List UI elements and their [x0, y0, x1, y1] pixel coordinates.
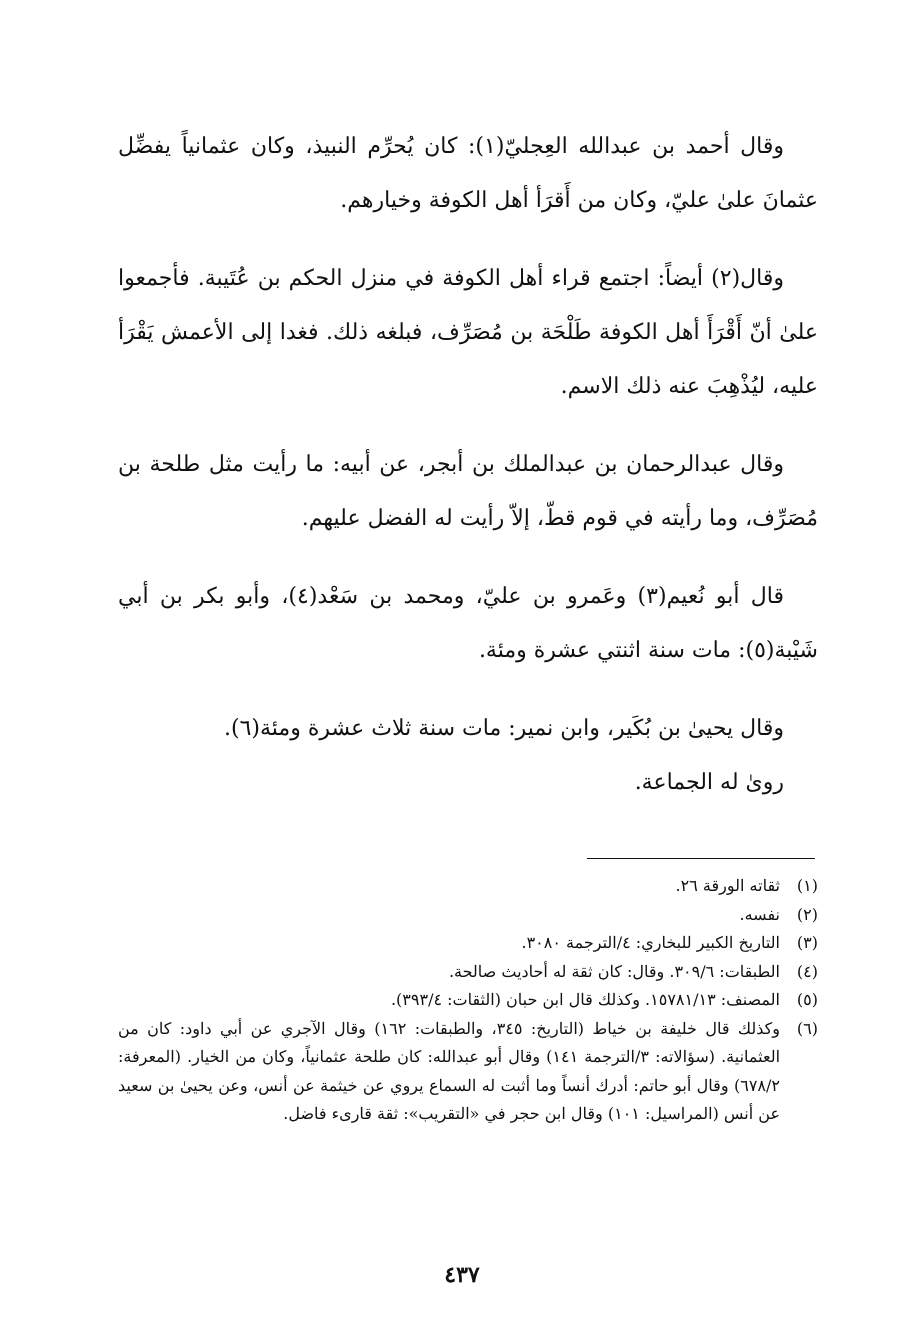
paragraph-abjar: وقال عبدالرحمان بن عبدالملك بن أبجر، عن أبيه: ما رأيت مثل طلحة بن مُصَرِّف، وما رأيته في قوم قطّ، إلاّ رأيت له الفضل عليهم.: [118, 452, 818, 531]
footnote-text: وكذلك قال خليفة بن خياط (التاريخ: ٣٤٥، والطبقات: ١٦٢) وقال الآجري عن أبي داود: كان من العثمانية. (سؤالاته: ٣/الترجمة ١٤١) وقال أبو عبدالله: كان طلحة عثمانياً، وكان من الخيار. (المعرفة: ٦٧٨/٢) وقال أبو حاتم: أدرك أنساً وما أثبت له السماع يروي عن خيثمة عن أنس، وعن يحيىٰ بن سعيد عن أنس (المراسيل: ١٠١) وقال ابن حجر في «التقريب»: ثقة قارىء فاضل.: [118, 1018, 781, 1123]
footnote-number: (٥): [796, 990, 818, 1009]
footnote-number: (٦): [796, 1018, 818, 1038]
main-text: [118, 120, 818, 834]
paragraph-ijli: وقال أحمد بن عبدالله العِجليّ(١): كان يُحرِّم النبيذ، وكان عثمانياً يفضِّل عثمانَ علىٰ عليّ، وكان من أَقرَأ أهل الكوفة وخيارهم.: [118, 134, 818, 213]
footnote-item: [118, 958, 818, 987]
paragraph-death-112: قال أبو نُعيم(٣) وعَمرو بن عليّ، ومحمد بن سَعْد(٤)، وأبو بكر بن أبي شَيْبة(٥): مات سنة اثنتي عشرة ومئة.: [118, 584, 818, 663]
footnote-text: ثقاته الورقة ٢٦.: [675, 876, 780, 895]
paragraph-death-113: وقال يحيىٰ بن بُكَير، وابن نمير: مات سنة ثلاث عشرة ومئة(٦).: [224, 716, 784, 741]
footnote-number: (٤): [796, 961, 818, 981]
footnote-item: [118, 872, 818, 901]
footnote-number: (١): [796, 876, 818, 895]
footnote-text: التاريخ الكبير للبخاري: ٤/الترجمة ٣٠٨٠.: [521, 933, 780, 952]
page-number: ٤٣٧: [444, 1262, 480, 1288]
footnote-item: [118, 1015, 818, 1129]
footnote-text: الطبقات: ٣٠٩/٦. وقال: كان ثقة له أحاديث صالحة.: [448, 961, 780, 981]
paragraph-kufa-readers: وقال(٢) أيضاً: اجتمع قراء أهل الكوفة في منزل الحكم بن عُتَيبة. فأجمعوا علىٰ أنّ أَقْرَأَ أهل الكوفة طَلْحَة بن مُصَرِّف، فبلغه ذلك. فغدا إلى الأعمش يَقْرَأ عليه، ليُذْهِبَ عنه ذلك الاسم.: [118, 266, 818, 399]
footnote-number: (٢): [796, 904, 818, 924]
footnote-separator: [587, 858, 815, 859]
footnote-text: نفسه.: [739, 904, 780, 924]
paragraph-narrated-by: روىٰ له الجماعة.: [634, 770, 784, 795]
footnotes: [118, 872, 818, 1129]
footnote-item: [118, 929, 818, 958]
footnote-item: [118, 901, 818, 930]
footnote-number: (٣): [796, 933, 818, 952]
footnote-item: [118, 986, 818, 1015]
footnote-text: المصنف: ١٥٧٨١/١٣. وكذلك قال ابن حبان (الثقات: ٣٩٣/٤).: [390, 990, 780, 1009]
